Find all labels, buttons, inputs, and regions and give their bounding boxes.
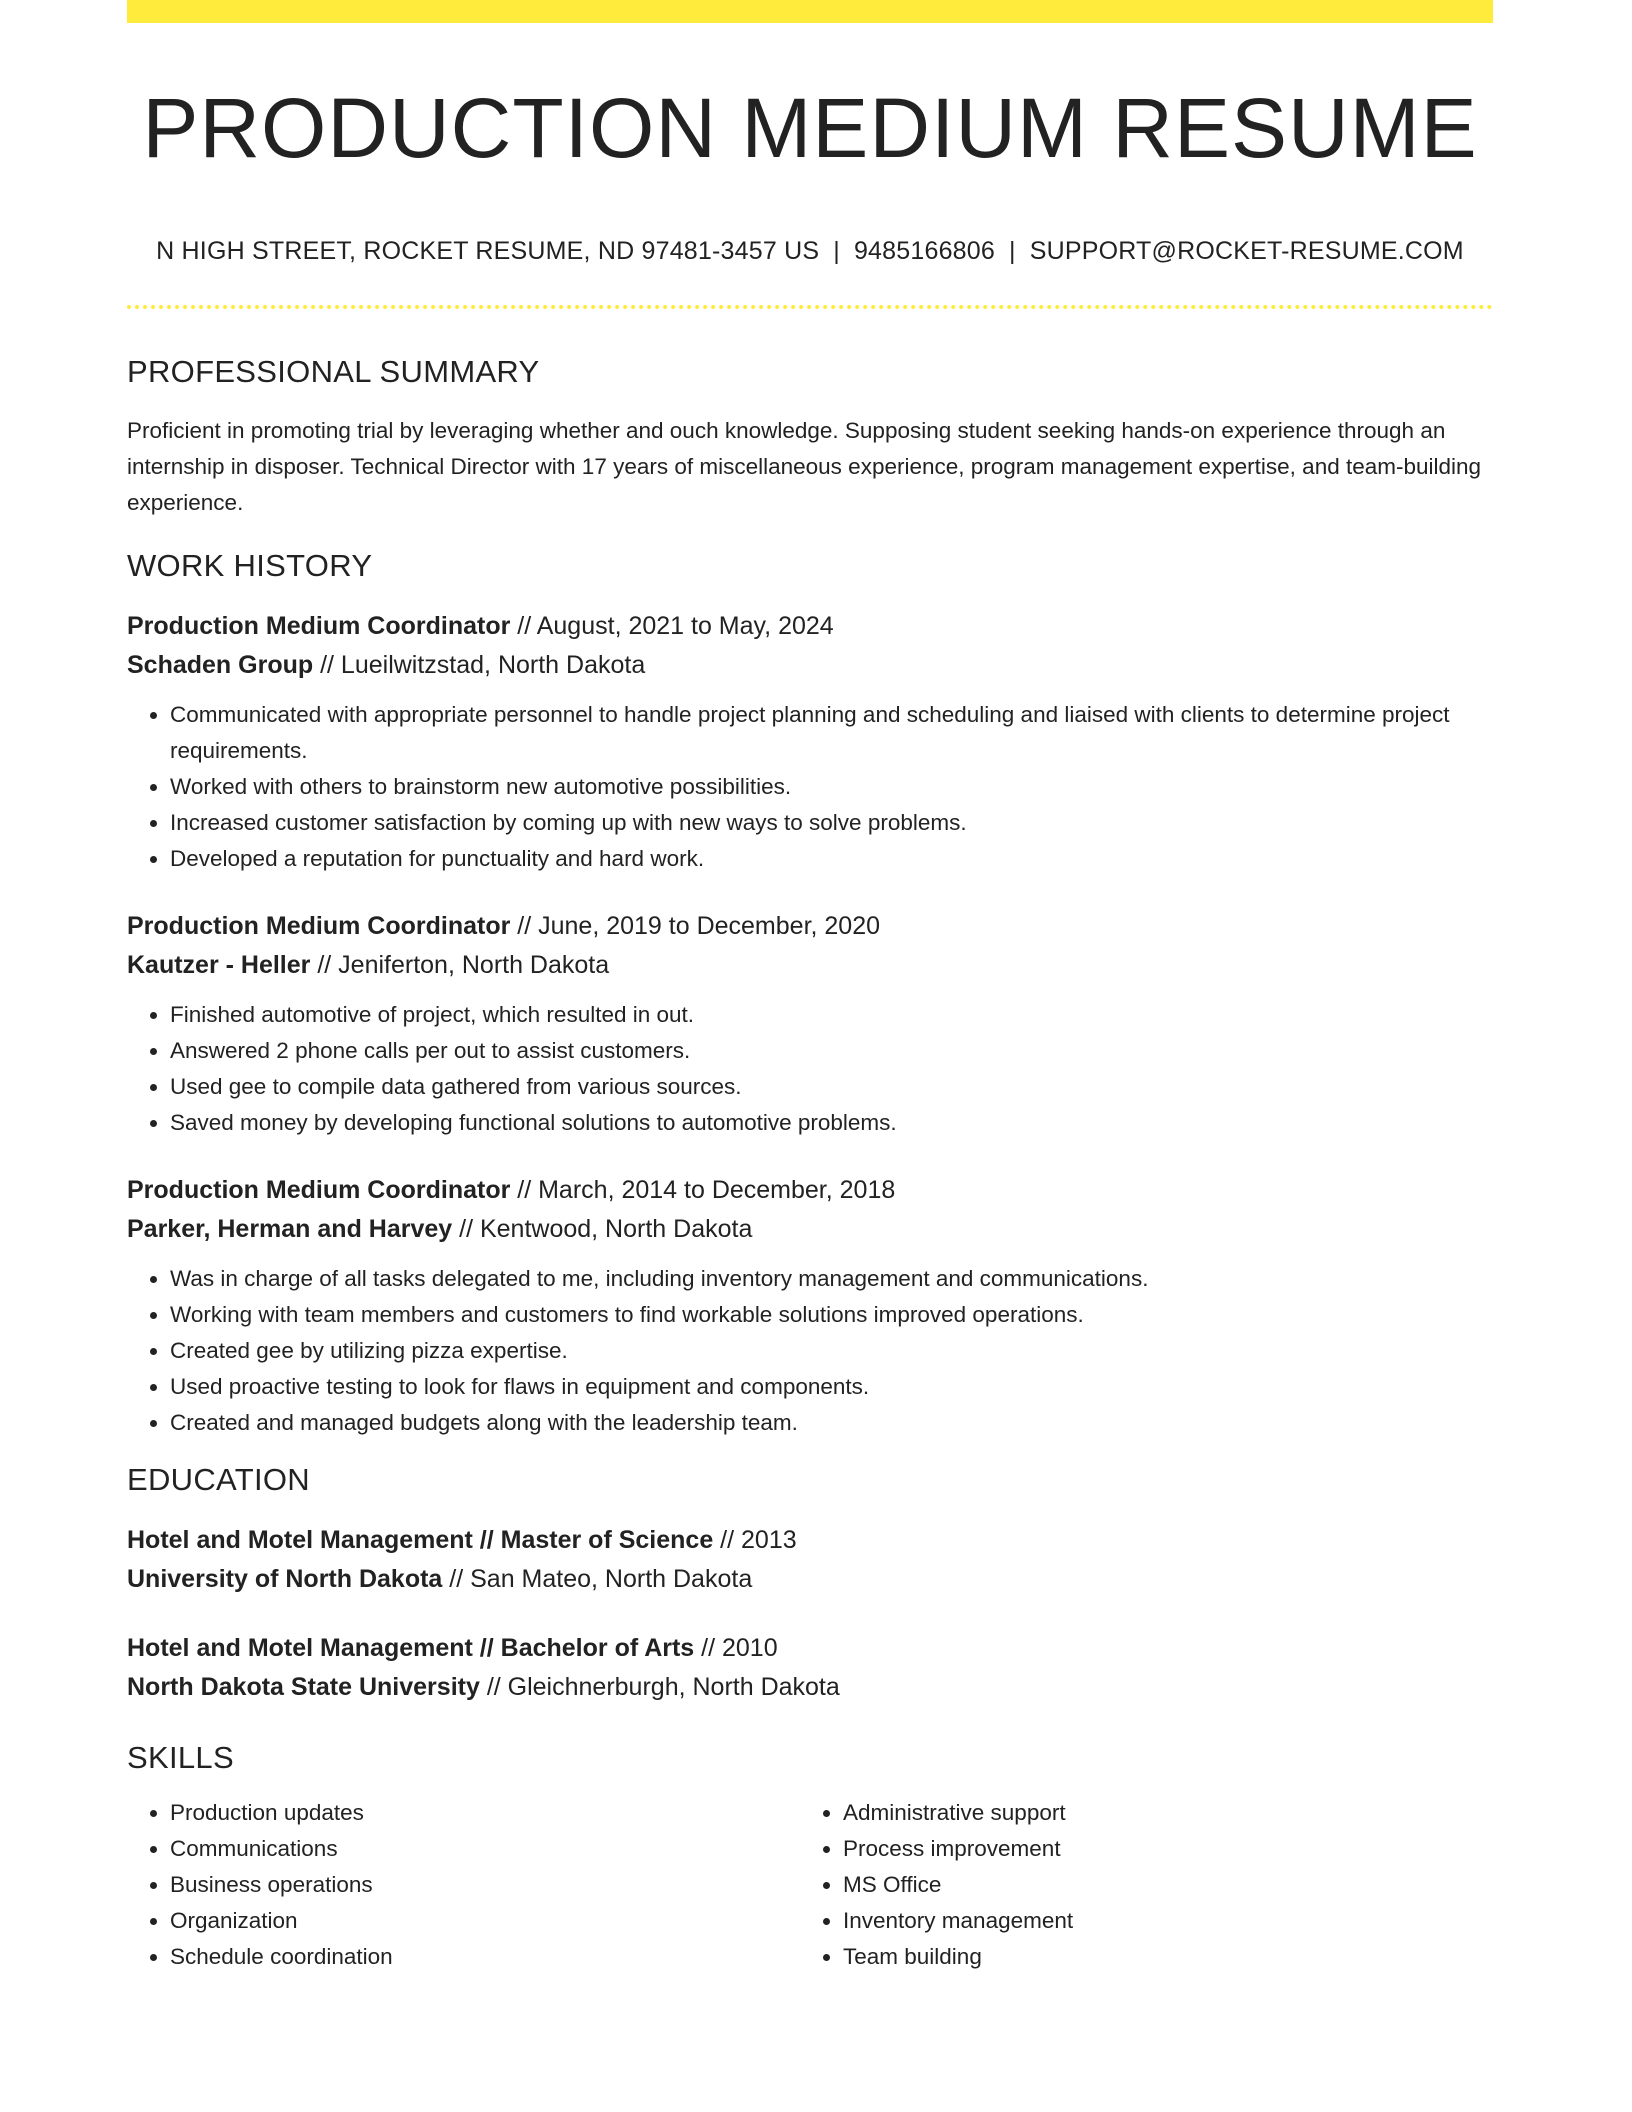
dotted-divider xyxy=(127,305,1493,309)
education-heading: EDUCATION xyxy=(127,1462,310,1497)
job-bullet: • Working with team members and customers to find workable solutions improved operations. xyxy=(170,1297,1493,1333)
contact-separator: | xyxy=(1009,237,1016,265)
job-bullet: • Created and managed budgets along with the leadership team. xyxy=(170,1405,1493,1441)
job-company-line xyxy=(127,946,1493,985)
job-entry xyxy=(127,607,1493,877)
school-location: // Gleichnerburgh, North Dakota xyxy=(479,1673,840,1701)
skills-heading: SKILLS xyxy=(127,1740,234,1775)
job-bullets xyxy=(127,997,1493,1141)
skills-left-column xyxy=(127,1795,800,1975)
skills-right-column xyxy=(800,1795,1473,1975)
job-bullet: • Saved money by developing functional solutions to automotive problems. xyxy=(170,1105,1493,1141)
job-title-line xyxy=(127,607,1493,646)
education-entry xyxy=(127,1521,1493,1599)
summary-heading: PROFESSIONAL SUMMARY xyxy=(127,354,540,389)
job-company-line xyxy=(127,646,1493,685)
job-title: Production Medium Coordinator xyxy=(127,1176,511,1204)
school-location: // San Mateo, North Dakota xyxy=(442,1565,753,1593)
degree: Hotel and Motel Management // Bachelor of Arts xyxy=(127,1634,695,1662)
job-bullet: • Used gee to compile data gathered from various sources. xyxy=(170,1069,1493,1105)
skill-item: • Team building xyxy=(843,1939,1473,1975)
education-entry xyxy=(127,1629,1493,1707)
job-company: Schaden Group xyxy=(127,651,314,679)
job-location: // Lueilwitzstad, North Dakota xyxy=(313,651,646,679)
degree-line xyxy=(127,1629,1493,1668)
resume-name: PRODUCTION MEDIUM RESUME xyxy=(142,81,1478,175)
job-company: Parker, Herman and Harvey xyxy=(127,1215,453,1243)
contact-line xyxy=(127,235,1493,267)
job-bullet: • Answered 2 phone calls per out to assist customers. xyxy=(170,1033,1493,1069)
job-company-line xyxy=(127,1210,1493,1249)
job-bullet: • Worked with others to brainstorm new automotive possibilities. xyxy=(170,769,1493,805)
job-location: // Jeniferton, North Dakota xyxy=(310,951,610,979)
contact-email: SUPPORT@ROCKET-RESUME.COM xyxy=(1029,237,1464,265)
skill-item: • Schedule coordination xyxy=(170,1939,800,1975)
job-title: Production Medium Coordinator xyxy=(127,912,511,940)
skill-item: • Production updates xyxy=(170,1795,800,1831)
school: North Dakota State University xyxy=(127,1673,480,1701)
job-bullet: • Was in charge of all tasks delegated to me, including inventory management and communications. xyxy=(170,1261,1493,1297)
degree: Hotel and Motel Management // Master of Science xyxy=(127,1526,714,1554)
degree-year: // 2013 xyxy=(713,1526,797,1554)
job-bullets xyxy=(127,1261,1493,1441)
contact-address: N HIGH STREET, ROCKET RESUME, ND 97481-3457 US xyxy=(156,237,820,265)
skill-item: • MS Office xyxy=(843,1867,1473,1903)
accent-bar xyxy=(127,0,1493,23)
school-line xyxy=(127,1668,1493,1707)
job-bullet: • Created gee by utilizing pizza expertise. xyxy=(170,1333,1493,1369)
degree-year: // 2010 xyxy=(694,1634,778,1662)
job-company: Kautzer - Heller xyxy=(127,951,311,979)
school: University of North Dakota xyxy=(127,1565,443,1593)
skill-item: • Inventory management xyxy=(843,1903,1473,1939)
degree-line xyxy=(127,1521,1493,1560)
skill-item: • Business operations xyxy=(170,1867,800,1903)
job-title: Production Medium Coordinator xyxy=(127,612,511,640)
job-title-line xyxy=(127,907,1493,946)
contact-phone: 9485166806 xyxy=(853,237,995,265)
job-title-line xyxy=(127,1171,1493,1210)
job-bullet: • Increased customer satisfaction by coming up with new ways to solve problems. xyxy=(170,805,1493,841)
job-dates: // June, 2019 to December, 2020 xyxy=(510,912,881,940)
job-location: // Kentwood, North Dakota xyxy=(452,1215,753,1243)
job-bullet: • Used proactive testing to look for flaws in equipment and components. xyxy=(170,1369,1493,1405)
job-bullet: • Developed a reputation for punctuality and hard work. xyxy=(170,841,1493,877)
job-bullets xyxy=(127,697,1493,877)
job-bullet: • Finished automotive of project, which resulted in out. xyxy=(170,997,1493,1033)
skill-item: • Process improvement xyxy=(843,1831,1473,1867)
work-history-heading: WORK HISTORY xyxy=(127,548,373,583)
skill-item: • Communications xyxy=(170,1831,800,1867)
job-entry xyxy=(127,907,1493,1141)
school-line xyxy=(127,1560,1493,1599)
job-entry xyxy=(127,1171,1493,1441)
summary-text: Proficient in promoting trial by leveraging whether and ouch knowledge. Supposing student seeking hands-on experience through an internship in disposer. Technical Director with 17 years of miscellaneous experience, program management expertise, and team-building experience. xyxy=(127,418,1482,515)
job-bullet: • Communicated with appropriate personnel to handle project planning and scheduling and liaised with clients to determine project requirements. xyxy=(170,697,1493,769)
job-dates: // March, 2014 to December, 2018 xyxy=(510,1176,896,1204)
contact-separator: | xyxy=(833,237,840,265)
skills-columns xyxy=(127,1795,1493,1975)
job-dates: // August, 2021 to May, 2024 xyxy=(510,612,834,640)
skill-item: • Organization xyxy=(170,1903,800,1939)
skill-item: • Administrative support xyxy=(843,1795,1473,1831)
resume-content xyxy=(127,23,1493,1975)
